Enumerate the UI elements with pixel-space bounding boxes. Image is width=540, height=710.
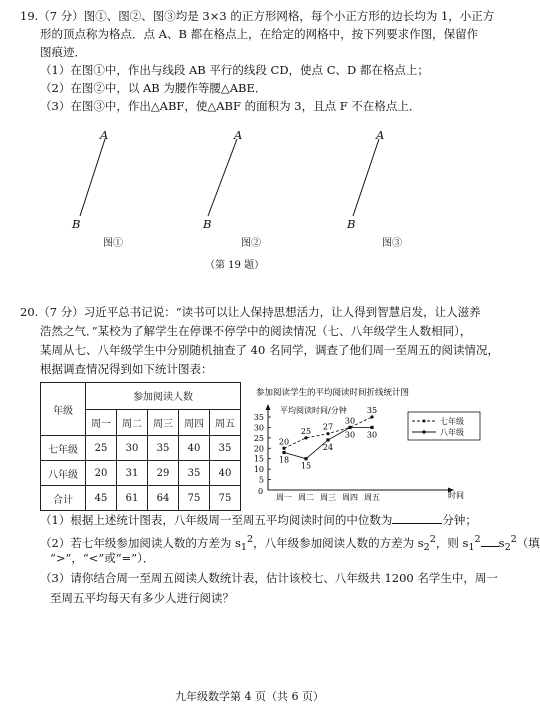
y-tick-label: 30: [253, 423, 264, 433]
table-cell: 75: [179, 486, 210, 511]
reading-table: [40, 382, 241, 511]
fig3-label: 图③: [382, 238, 402, 249]
data-point: [370, 426, 373, 429]
table-day: 周四: [179, 409, 210, 436]
chart-legend: [408, 412, 480, 440]
data-label: 18: [278, 455, 290, 465]
sup-index: 2: [510, 534, 517, 545]
sub-index: 2: [423, 542, 430, 554]
q20-sub1-text: （1）根据上述统计图表，八年级周一至周五平均阅读时间的中位数为: [40, 513, 393, 527]
data-label: 30: [344, 430, 356, 440]
table-cell: 61: [117, 486, 148, 511]
compare-blank[interactable]: [481, 536, 499, 547]
q20-sub2-cont: “>”，“<”或“=”）．: [50, 551, 155, 565]
chart-title: 参加阅读学生的平均阅读时间折线统计图: [256, 388, 410, 398]
fig1-label: 图①: [103, 238, 123, 249]
q20-line4: 根据调查情况得到如下统计图表：: [40, 362, 213, 376]
fig3-point-b: B: [347, 217, 356, 231]
table-day: 周二: [117, 409, 148, 436]
answer-blank[interactable]: [392, 513, 442, 524]
chart-series: [279, 406, 377, 471]
table-cell: 40: [210, 461, 241, 486]
table-cell: 25: [86, 436, 117, 461]
data-label: 30: [344, 416, 356, 426]
table-header-grade: 年级: [41, 383, 86, 436]
y-axis-arrow: [266, 404, 271, 410]
fig1-point-a: A: [100, 128, 109, 142]
table-cell: 64: [148, 486, 179, 511]
data-point: [304, 457, 307, 460]
table-cell: 20: [86, 461, 117, 486]
chart-ticks: [254, 413, 380, 502]
table-header-group: 参加阅读人数: [86, 383, 241, 410]
q20-sub2-text-e: （填: [516, 535, 540, 550]
table-cell: 35: [179, 461, 210, 486]
x-axis-label: 时间: [448, 491, 464, 500]
q20-line3: 某周从七、八年级学生中分别随机抽查了 40 名同学，调查了他们周一至周五的阅读情况，: [40, 343, 499, 357]
q19-caption: （第 19 题）: [205, 260, 265, 271]
data-point: [326, 438, 329, 441]
row-label: 合计: [41, 486, 86, 511]
data-point: [304, 436, 307, 439]
sub-index: 1: [468, 542, 475, 554]
q19-part3: （3）在图③中，作出△ABF，使△ABF 的面积为 3，且点 F 不在格点上．: [40, 99, 421, 113]
table-cell: 35: [148, 436, 179, 461]
data-point: [282, 451, 285, 454]
row-label: 八年级: [41, 461, 86, 486]
table-day: 周三: [148, 409, 179, 436]
q20-sub3: （3）请你结合周一至周五阅读人数统计表，估计该校七、八年级共 1200 名学生中，周一: [40, 571, 498, 585]
legend-marker: [423, 420, 426, 423]
data-label: 35: [366, 406, 378, 415]
data-label: 30: [366, 430, 378, 440]
y-tick-label: 20: [253, 444, 264, 454]
q20-sub1: [40, 513, 477, 527]
fig2-point-a: A: [234, 128, 243, 142]
data-label: 20: [278, 437, 290, 447]
table-row: [41, 461, 241, 486]
data-label: 15: [300, 461, 312, 471]
q20-sub2-text-b: ，八年级参加阅读人数的方差为 s: [253, 535, 424, 550]
row-label: 七年级: [41, 436, 86, 461]
y-tick-label: 25: [253, 433, 264, 443]
y-tick-label: 35: [253, 413, 264, 422]
fig3-point-a: A: [376, 128, 385, 142]
q20-line1: 20.（7 分）习近平总书记说：“读书可以让人保持思想活力，让人得到智慧启发，让人滋养: [20, 305, 481, 319]
x-tick-label: 周五: [364, 493, 380, 502]
q20-sub1-tail: 分钟；: [442, 513, 477, 527]
data-point: [282, 447, 285, 450]
reading-time-chart: [248, 384, 484, 504]
legend-label: 八年级: [440, 428, 464, 437]
fig2-point-b: B: [203, 217, 212, 231]
table-row: [41, 436, 241, 461]
data-point: [348, 426, 351, 429]
sub-index: 2: [504, 542, 511, 554]
x-tick-label: 周二: [298, 493, 314, 502]
table-cell: 31: [117, 461, 148, 486]
data-point: [326, 432, 329, 435]
table-cell: 29: [148, 461, 179, 486]
q20-sub2-text-a: （2）若七年级参加阅读人数的方差为 s: [40, 535, 241, 550]
y-tick-label: 5: [258, 475, 264, 485]
q20-sub2-text-c: ，则 s: [435, 535, 469, 550]
data-label: 24: [322, 442, 334, 452]
table-cell: 40: [179, 436, 210, 461]
q20-sub3-cont: 至周五平均每天有多少人进行阅读？: [50, 591, 234, 605]
q19-figures: [60, 128, 460, 228]
sup-index: 2: [246, 534, 254, 545]
sup-index: 2: [429, 534, 436, 545]
x-tick-label: 周三: [320, 493, 336, 502]
y-axis-label: 平均阅读时间/分钟: [280, 406, 347, 415]
legend-marker: [423, 431, 426, 434]
table-day: 周一: [86, 409, 117, 436]
x-tick-label: 周一: [276, 493, 292, 502]
q19-line2: 形的顶点称为格点．点 A、B 都在格点上，在给定的网格中，按下列要求作图，保留作: [40, 27, 479, 41]
table-cell: 35: [210, 436, 241, 461]
q19-part2: （2）在图②中，以 AB 为腰作等腰△ABE．: [40, 81, 267, 95]
sub-index: 1: [240, 542, 247, 554]
legend-label: 七年级: [440, 417, 464, 426]
sup-index: 2: [474, 534, 481, 545]
data-point: [370, 415, 373, 418]
table-cell: 45: [86, 486, 117, 511]
y-tick-label: 15: [253, 454, 264, 464]
q19-line1: 19.（7 分）图①、图②、图③均是 3×3 的正方形网格，每个小正方形的边长均为 1，小正方: [20, 9, 495, 23]
q20-line2: 浩然之气．”某校为了解学生在停课不停学中的阅读情况（七、八年级学生人数相同），: [40, 324, 472, 338]
table-row: [41, 486, 241, 511]
table-cell: 30: [117, 436, 148, 461]
data-label: 27: [322, 422, 334, 432]
q20-sub2-text-d: s: [498, 535, 505, 550]
segment-ab-fig1: [80, 139, 105, 216]
x-tick-label: 周四: [342, 493, 358, 502]
table-day: 周五: [210, 409, 241, 436]
page-footer: 九年级数学第 4 页（共 6 页）: [175, 690, 324, 703]
segment-ab-fig3: [353, 139, 379, 216]
table-cell: 75: [210, 486, 241, 511]
q19-part1: （1）在图①中，作出与线段 AB 平行的线段 CD，使点 C、D 都在格点上；: [40, 63, 429, 77]
fig2-label: 图②: [241, 238, 261, 249]
q19-line3: 图痕迹．: [40, 45, 86, 59]
segment-ab-fig2: [208, 139, 237, 216]
y-tick-label: 10: [253, 465, 264, 475]
origin-label: 0: [258, 487, 264, 496]
fig1-point-b: B: [72, 217, 81, 231]
data-label: 25: [300, 426, 312, 436]
